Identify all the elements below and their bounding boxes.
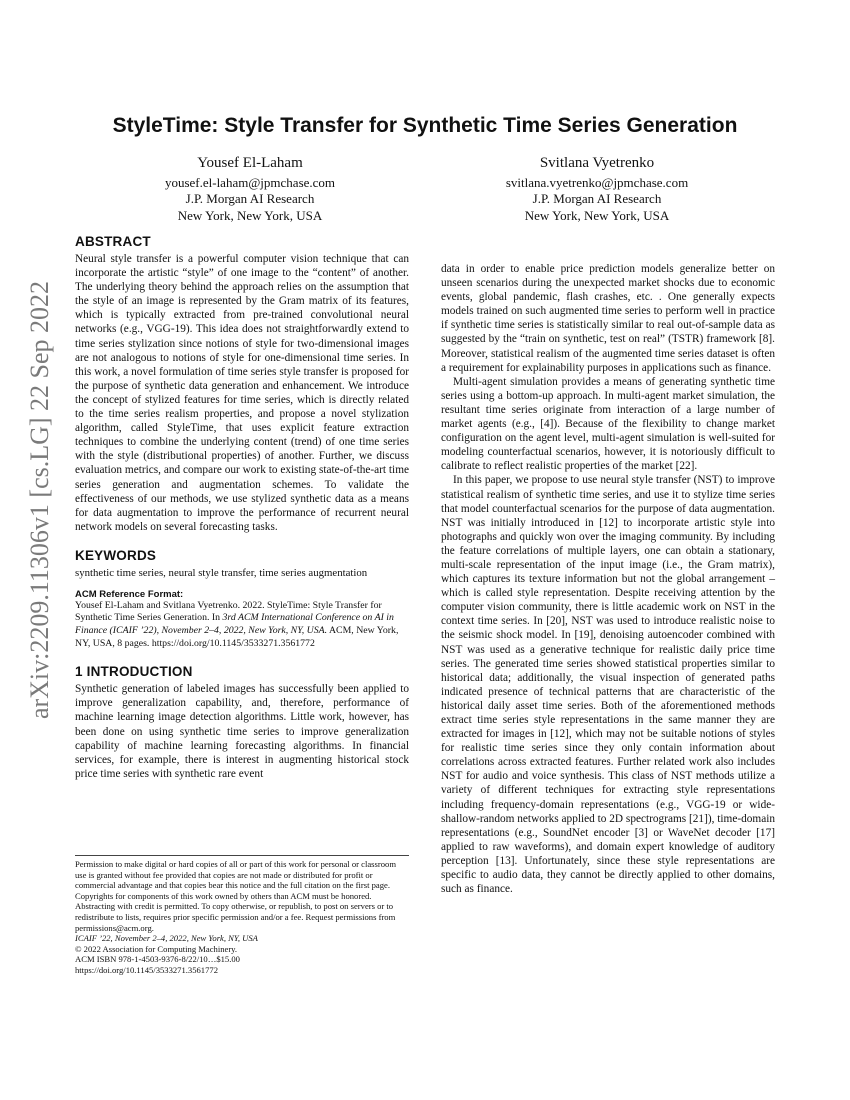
conference-line: ICAIF ’22, November 2–4, 2022, New York, NY, USA [75,933,258,944]
author-affiliation: J.P. Morgan AI Research [185,191,315,206]
author-email[interactable]: svitlana.vyetrenko@jpmchase.com [505,174,689,190]
author-location: New York, New York, USA [177,207,323,223]
abstract-heading: ABSTRACT [75,234,151,249]
acm-reference-text: Yousef El-Laham and Svitlana Vyetrenko. 2022. StyleTime: Style Transfer for Synthetic Time Series Generation. In 3rd ACM International Conference on AI in Finance (ICAIF ’22), November 2–4, 2022, New York, NY, USA. ACM, New York, NY, USA, 8 pages. https://doi.org/10.1145/3533271.3561772 [75,599,399,649]
copyright-line: © 2022 Association for Computing Machinery. [75,943,238,954]
right-column [441,262,775,896]
isbn-line: ACM ISBN 978-1-4503-9376-8/22/10…$15.00 [75,954,240,965]
body-paragraph: Multi-agent simulation provides a means of generating synthetic time series using a bottom-up approach. In multi-agent market simulation, the resultant time series originate from interaction of a large number of market agents (e.g., [4]). Because of the flexibility to change market configuration on the agent level, multi-agent simulation is well-suited for modeling counterfactual scenarios, however, it is notoriously difficult to calibrate to reflect realistic properties of the market [22]. [441,375,775,473]
footnote [75,855,409,976]
abstract-text: Neural style transfer is a powerful computer vision technique that can incorporate the artistic “style” of one image to the “content” of another. The underlying theory behind the approach relies on the assumption that the style of an image is represented by the Gram matrix of its features, which is typically extracted from pre-trained convolutional neural networks (e.g., VGG-19). This idea does not straightforwardly extend to time series stylization since notions of style for two-dimensional images are not analogous to notions of style for one-dimensional time series. In this work, a novel formulation of time series style transfer is proposed for the purpose of synthetic data generation and enhancement. We introduce the concept of stylized features for time series, which is directly related to the time series realism properties, and propose a novel stylization algorithm, called StyleTime, that uses explicit feature extraction techniques to combine the underlying content (trend) of one time series with the style (distributional properties) of another. Further, we discuss evaluation metrics, and compare our work to existing state-of-the-art time series generation and augmentation schemes. To validate the effectiveness of our methods, we use stylized synthetic data as a means for data augmentation to improve the performance of recurrent neural network models on several forecasting tasks. [75,253,409,533]
acm-reference-heading: ACM Reference Format: [75,588,184,600]
paper-title: StyleTime: Style Transfer for Synthetic Time Series Generation [112,114,738,137]
arxiv-stamp: arXiv:2209.11306v1 [cs.LG] 22 Sep 2022 [25,280,54,720]
author-affiliation: J.P. Morgan AI Research [532,191,662,206]
body-paragraph: data in order to enable price prediction models generalize better on unseen scenarios during the unexpected market shocks due to economic events, global pandemic, flash crashes, etc. . One generally expects models trained on such augmented time series to perform well in practice if synthetic time series is statistically similar to real out-of-sample data as suggested by the “train on synthetic, test on real” (TSTR) framework [8]. Moreover, statistical realism of the augmented time series dataset is often a requirement for explainability purposes in applications such as finance. [441,263,775,374]
author-name: Yousef El-Laham [197,155,303,171]
permission-notice: Permission to make digital or hard copies of all or part of this work for personal or classroom use is granted without fee provided that copies are not made or distributed for profit or commercial advantage and that copies bear this notice and the full citation on the first page. Copyrights for components of this work owned by others than ACM must be honored. Abstracting with credit is permitted. To copy otherwise, or republish, to post on servers or to redistribute to lists, requires prior specific permission and/or a fee. Request permissions from permissions@acm.org. [75,859,396,933]
author-block-2 [437,155,757,224]
left-column [75,234,409,781]
introduction-paragraph: Synthetic generation of labeled images has successfully been applied to improve generalization capability, and, therefore, performance of machine learning image detection algorithms. Little work, however, has been done on using synthetic time series to improve generalization capability of machine learning forecasting algorithms. In financial services, for example, there is interest in augmenting historical stock price time series with synthetic rare event [75,683,409,780]
author-location: New York, New York, USA [524,207,670,223]
keywords-heading: KEYWORDS [75,547,157,563]
author-email[interactable]: yousef.el-laham@jpmchase.com [164,174,336,190]
author-block-1 [90,155,410,224]
keywords-text: synthetic time series, neural style transfer, time series augmentation [75,566,368,579]
author-name: Svitlana Vyetrenko [539,155,655,171]
body-paragraph: In this paper, we propose to use neural style transfer (NST) to improve statistical realism of synthetic time series, and use it to stylize time series that model counterfactual scenarios for the purpose of data augmentation. NST was initially introduced in [12] to incorporate artistic style into photographs and quickly won over the imaging community. By including the feature correlations of multiple layers, one can obtain a stationary, multi-scale representation of the input image (i.e., the Gram matrix), which captures its texture information but not the global arrangement – which is called style representation. Despite receiving attention by the computer vision community, there is little academic work on NST in the context time series. In [20], NST was used to introduce realistic noise to the seismic shock model. In [19], denoising autoencoder combined with NST was used as a generative technique for realistic daily price time series. The generated time series showed statistical properties similar to historical data; additionally, the visual inspection of generated paths indicated presence of technical patterns that are characteristic of the historical daily asset time series. Both of the aforementioned methods extract time series style representations in the same manner they are extracted for images in [12], which may not be suitable notions of styles for realistic time series since they only contain information about correlations across extracted features. Further related work also includes NST for audio and voice synthesis. This class of NST methods utilize a variety of different techniques for extracting style representations including frequency-domain representations (e.g., VGG-19 or wide-shallow-random networks applied to 2D spectrograms [21]), time-domain representations (e.g., SoundNet encoder [3] or WaveNet decoder [17] applied to raw waveforms), and domain expert knowledge of auditory perception [13]. Unfortunately, since these style representations are specific to audio data, they cannot be directly applied to other domains, such as finance. [441,474,775,896]
introduction-heading: 1 INTRODUCTION [75,664,193,680]
doi-link[interactable]: https://doi.org/10.1145/3533271.3561772 [75,964,218,975]
